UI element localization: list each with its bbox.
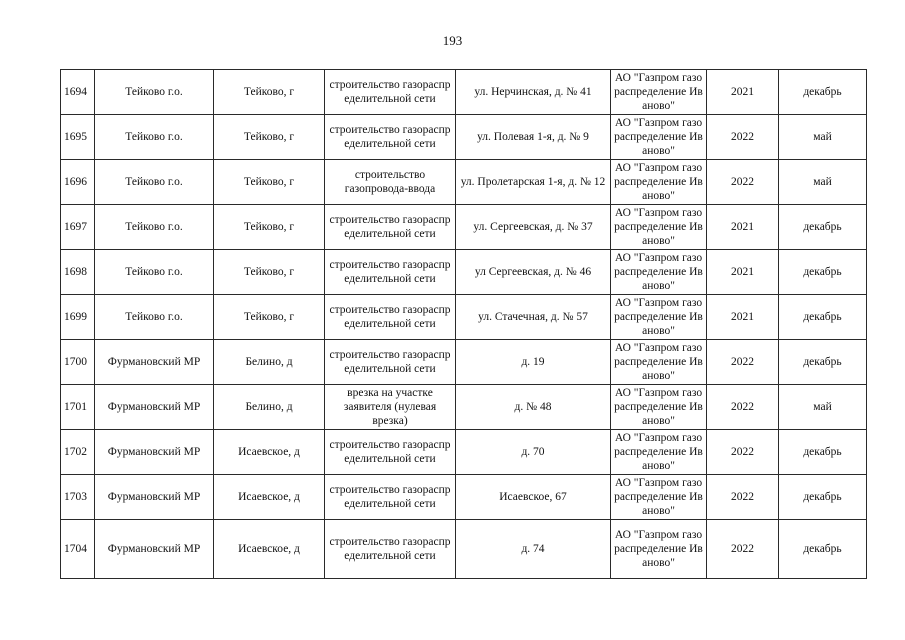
municipality-cell: Фурмановский МР: [95, 475, 214, 520]
table-row: [61, 70, 867, 115]
table-row: [61, 520, 867, 579]
row-number: 1703: [61, 475, 95, 520]
work-type-cell: строительство газораспределительной сети: [325, 340, 456, 385]
row-number: 1697: [61, 205, 95, 250]
table-row: [61, 475, 867, 520]
address-cell: ул. Сергеевская, д. № 37: [456, 205, 611, 250]
address-cell: ул. Нерчинская, д. № 41: [456, 70, 611, 115]
settlement-cell: Тейково, г: [214, 115, 325, 160]
table-row: [61, 250, 867, 295]
settlement-cell: Тейково, г: [214, 160, 325, 205]
organization-cell: АО "Газпром газораспределение Иваново": [611, 205, 707, 250]
row-number: 1698: [61, 250, 95, 295]
address-cell: ул. Стачечная, д. № 57: [456, 295, 611, 340]
organization-cell: АО "Газпром газораспределение Иваново": [611, 520, 707, 579]
organization-cell: АО "Газпром газораспределение Иваново": [611, 385, 707, 430]
municipality-cell: Тейково г.о.: [95, 70, 214, 115]
year-cell: 2021: [707, 295, 779, 340]
row-number: 1696: [61, 160, 95, 205]
work-type-cell: строительство газораспределительной сети: [325, 250, 456, 295]
municipality-cell: Тейково г.о.: [95, 115, 214, 160]
row-number: 1699: [61, 295, 95, 340]
table-row: [61, 160, 867, 205]
month-cell: май: [779, 160, 867, 205]
work-type-cell: строительство газораспределительной сети: [325, 295, 456, 340]
year-cell: 2022: [707, 520, 779, 579]
year-cell: 2022: [707, 385, 779, 430]
row-number: 1695: [61, 115, 95, 160]
row-number: 1700: [61, 340, 95, 385]
settlement-cell: Тейково, г: [214, 205, 325, 250]
month-cell: декабрь: [779, 520, 867, 579]
address-cell: ул Сергеевская, д. № 46: [456, 250, 611, 295]
municipality-cell: Тейково г.о.: [95, 250, 214, 295]
settlement-cell: Тейково, г: [214, 70, 325, 115]
organization-cell: АО "Газпром газораспределение Иваново": [611, 70, 707, 115]
work-type-cell: строительство газораспределительной сети: [325, 475, 456, 520]
month-cell: декабрь: [779, 250, 867, 295]
month-cell: декабрь: [779, 475, 867, 520]
organization-cell: АО "Газпром газораспределение Иваново": [611, 295, 707, 340]
year-cell: 2022: [707, 430, 779, 475]
page-number: 193: [442, 33, 463, 48]
month-cell: декабрь: [779, 205, 867, 250]
municipality-cell: Тейково г.о.: [95, 205, 214, 250]
month-cell: май: [779, 385, 867, 430]
month-cell: май: [779, 115, 867, 160]
year-cell: 2021: [707, 70, 779, 115]
municipality-cell: Фурмановский МР: [95, 430, 214, 475]
year-cell: 2022: [707, 475, 779, 520]
organization-cell: АО "Газпром газораспределение Иваново": [611, 340, 707, 385]
settlement-cell: Белино, д: [214, 385, 325, 430]
table-row: [61, 205, 867, 250]
municipality-cell: Тейково г.о.: [95, 295, 214, 340]
table-body: [61, 70, 867, 579]
table-row: [61, 115, 867, 160]
address-cell: ул. Пролетарская 1-я, д. № 12: [456, 160, 611, 205]
gasification-table: [60, 69, 867, 579]
settlement-cell: Белино, д: [214, 340, 325, 385]
table-row: [61, 385, 867, 430]
settlement-cell: Исаевское, д: [214, 475, 325, 520]
address-cell: д. 19: [456, 340, 611, 385]
address-cell: д. 74: [456, 520, 611, 579]
year-cell: 2022: [707, 115, 779, 160]
settlement-cell: Тейково, г: [214, 295, 325, 340]
table-row: [61, 295, 867, 340]
organization-cell: АО "Газпром газораспределение Иваново": [611, 430, 707, 475]
organization-cell: АО "Газпром газораспределение Иваново": [611, 475, 707, 520]
month-cell: декабрь: [779, 295, 867, 340]
row-number: 1694: [61, 70, 95, 115]
row-number: 1701: [61, 385, 95, 430]
address-cell: д. 70: [456, 430, 611, 475]
settlement-cell: Исаевское, д: [214, 520, 325, 579]
work-type-cell: строительство газораспределительной сети: [325, 430, 456, 475]
organization-cell: АО "Газпром газораспределение Иваново": [611, 160, 707, 205]
municipality-cell: Тейково г.о.: [95, 160, 214, 205]
address-cell: д. № 48: [456, 385, 611, 430]
month-cell: декабрь: [779, 430, 867, 475]
municipality-cell: Фурмановский МР: [95, 385, 214, 430]
year-cell: 2022: [707, 340, 779, 385]
work-type-cell: строительство газораспределительной сети: [325, 205, 456, 250]
address-cell: Исаевское, 67: [456, 475, 611, 520]
settlement-cell: Исаевское, д: [214, 430, 325, 475]
year-cell: 2022: [707, 160, 779, 205]
address-cell: ул. Полевая 1-я, д. № 9: [456, 115, 611, 160]
work-type-cell: строительство газораспределительной сети: [325, 520, 456, 579]
row-number: 1704: [61, 520, 95, 579]
settlement-cell: Тейково, г: [214, 250, 325, 295]
table-row: [61, 430, 867, 475]
month-cell: декабрь: [779, 340, 867, 385]
organization-cell: АО "Газпром газораспределение Иваново": [611, 250, 707, 295]
table-row: [61, 340, 867, 385]
work-type-cell: строительство газораспределительной сети: [325, 115, 456, 160]
work-type-cell: строительство газораспределительной сети: [325, 70, 456, 115]
work-type-cell: врезка на участке заявителя (нулевая врезка): [325, 385, 456, 430]
municipality-cell: Фурмановский МР: [95, 520, 214, 579]
organization-cell: АО "Газпром газораспределение Иваново": [611, 115, 707, 160]
year-cell: 2021: [707, 205, 779, 250]
municipality-cell: Фурмановский МР: [95, 340, 214, 385]
work-type-cell: строительство газопровода-ввода: [325, 160, 456, 205]
month-cell: декабрь: [779, 70, 867, 115]
row-number: 1702: [61, 430, 95, 475]
year-cell: 2021: [707, 250, 779, 295]
